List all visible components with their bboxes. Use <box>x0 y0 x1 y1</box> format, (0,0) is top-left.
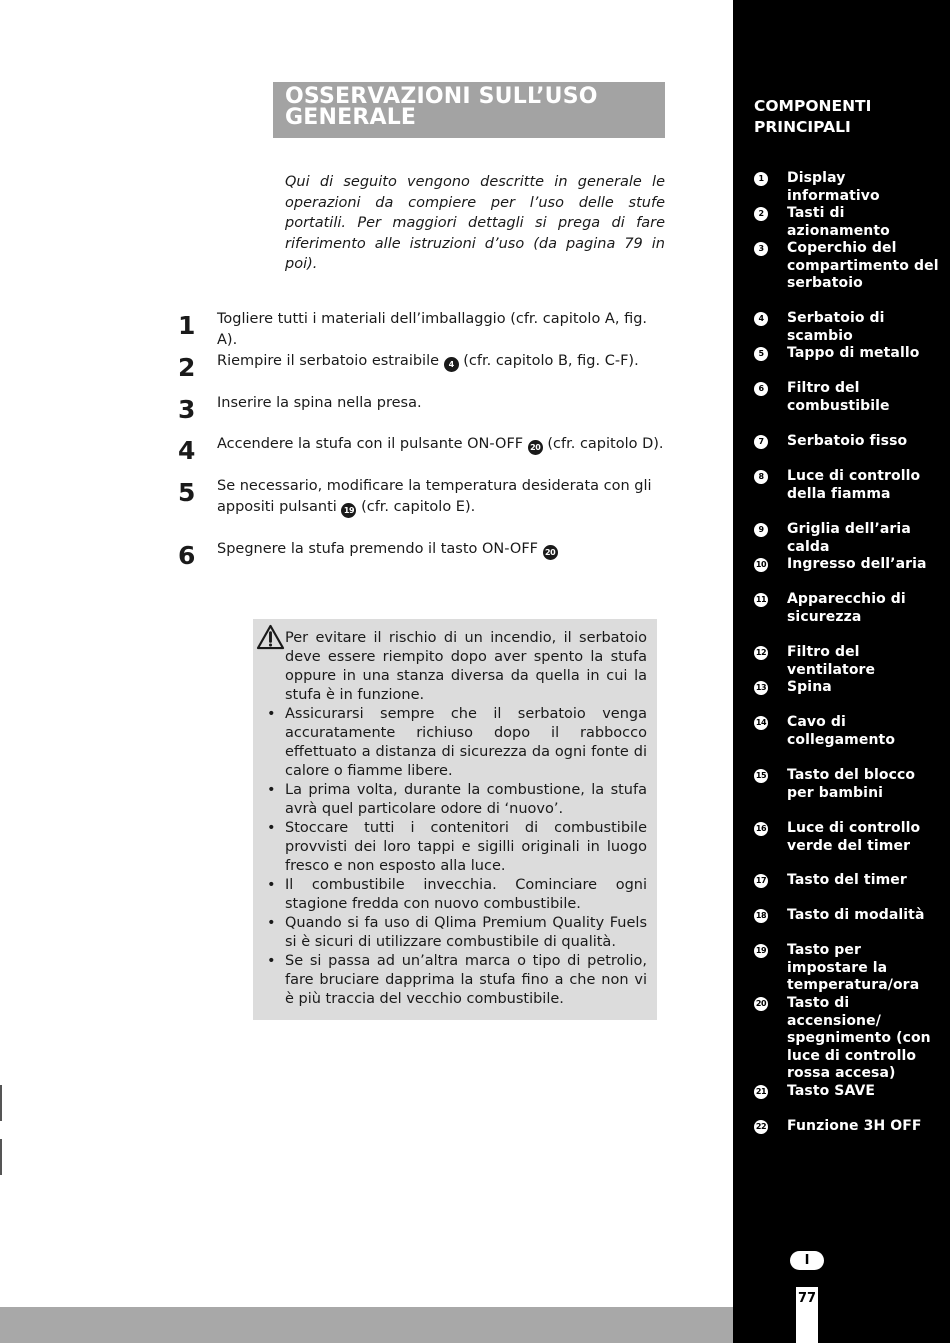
component-number-badge: 16 <box>754 822 768 836</box>
component-number-badge: 4 <box>754 312 768 326</box>
component-item <box>754 907 944 925</box>
component-number-badge: 9 <box>754 523 768 537</box>
sidebar-title <box>754 96 944 138</box>
warning-list <box>285 705 647 1009</box>
component-number-badge: 10 <box>754 558 768 572</box>
component-label: Tasti di azionamento <box>787 205 890 239</box>
component-number-badge: 13 <box>754 681 768 695</box>
component-item <box>754 345 944 363</box>
component-label: Griglia dell’aria calda <box>787 521 911 555</box>
component-label: Serbatoio di scambio <box>787 310 885 344</box>
step-number: 6 <box>178 541 196 570</box>
component-item <box>754 1083 944 1101</box>
component-label: Coperchio del compartimento del serbatoio <box>787 240 939 291</box>
intro-paragraph <box>285 172 665 275</box>
step-text-content: Se necessario, modificare la temperatura desiderata con gli appositi pulsanti <box>217 478 652 515</box>
component-number-badge: 21 <box>754 1085 768 1099</box>
component-number-badge: 7 <box>754 435 768 449</box>
component-item <box>754 433 944 451</box>
step-text-suffix: (cfr. capitolo B, fig. C-F). <box>463 353 639 369</box>
page-number: 77 <box>796 1287 818 1343</box>
component-item <box>754 872 944 890</box>
component-number-badge: 20 <box>754 997 768 1011</box>
sidebar-title-line1: COMPONENTI <box>754 97 872 115</box>
step-text-content: Inserire la spina nella presa. <box>217 395 422 411</box>
section-title-line1: OSSERVAZIONI SULL’USO <box>285 84 598 109</box>
component-item <box>754 679 944 697</box>
component-number-badge: 11 <box>754 593 768 607</box>
step-number: 2 <box>178 353 196 382</box>
margin-mark <box>0 1139 2 1175</box>
warning-bullet: • Il combustibile invecchia. Cominciare ogni stagione fredda con nuovo combustibile. <box>285 876 647 914</box>
component-reference-badge: 4 <box>444 357 459 372</box>
component-label: Tasto SAVE <box>787 1083 876 1099</box>
component-number-badge: 18 <box>754 909 768 923</box>
step-text-content: Spegnere la stufa premendo il tasto ON-OFF <box>217 541 539 557</box>
component-label: Tasto di accensione/ spegnimento (con luce di controllo rossa accesa) <box>787 995 931 1081</box>
step-number: 3 <box>178 395 196 424</box>
section-title-line2: GENERALE <box>285 105 417 130</box>
footer-band <box>0 1307 733 1343</box>
component-item <box>754 820 944 855</box>
step-text <box>217 309 667 351</box>
component-number-badge: 22 <box>754 1120 768 1134</box>
warning-bullet: • Se si passa ad un’altra marca o tipo di petrolio, fare bruciare dapprima la stufa fino a che non vi è più traccia del vecchio combustibile. <box>285 952 647 1009</box>
component-item <box>754 468 944 503</box>
step-text-suffix: (cfr. capitolo E). <box>361 499 476 515</box>
step-text-suffix: (cfr. capitolo D). <box>547 436 664 452</box>
component-number-badge: 2 <box>754 207 768 221</box>
safety-note-text <box>285 629 647 1009</box>
component-item <box>754 1118 944 1136</box>
step-text <box>217 393 667 414</box>
warning-triangle-icon <box>256 624 285 650</box>
warning-bullet: • Assicurarsi sempre che il serbatoio venga accuratamente richiuso dopo il rabbocco effettuato a distanza di sicurezza da ogni fonte di calore o fiamme libere. <box>285 705 647 781</box>
sidebar-title-line2: PRINCIPALI <box>754 118 851 136</box>
component-label: Tasto di modalità <box>787 907 925 923</box>
component-label: Serbatoio fisso <box>787 433 908 449</box>
step-text-content: Togliere tutti i materiali dell’imballaggio (cfr. capitolo A, fig. A). <box>217 311 648 348</box>
component-number-badge: 1 <box>754 172 768 186</box>
component-item <box>754 591 944 626</box>
component-label: Luce di controllo della fiamma <box>787 468 921 502</box>
component-item <box>754 556 944 574</box>
component-item <box>754 205 944 240</box>
step-text <box>217 539 667 560</box>
component-reference-badge: 19 <box>341 503 356 518</box>
safety-note-box <box>253 619 657 1020</box>
component-number-badge: 19 <box>754 944 768 958</box>
warning-bullet: • Stoccare tutti i contenitori di combustibile provvisti dei loro tappi e sigilli originali in luogo fresco e non esposto alla luce. <box>285 819 647 876</box>
step-text <box>217 434 667 455</box>
warning-lead: Per evitare il rischio di un incendio, il serbatoio deve essere riempito dopo aver spento la stufa oppure in una stanza diversa da quella in cui la stufa è in funzione. <box>285 630 647 703</box>
margin-mark <box>0 1085 2 1121</box>
warning-bullet: • Quando si fa uso di Qlima Premium Quality Fuels si è sicuri di utilizzare combustibile di qualità. <box>285 914 647 952</box>
component-item <box>754 714 944 749</box>
component-item <box>754 521 944 556</box>
step-text-content: Riempire il serbatoio estraibile <box>217 353 440 369</box>
component-label: Tasto per impostare la temperatura/ora <box>787 942 920 993</box>
component-item <box>754 380 944 415</box>
component-number-badge: 12 <box>754 646 768 660</box>
components-sidebar <box>733 0 950 1343</box>
component-reference-badge: 20 <box>528 440 543 455</box>
component-label: Funzione 3H OFF <box>787 1118 922 1134</box>
component-item <box>754 995 944 1083</box>
component-number-badge: 14 <box>754 716 768 730</box>
component-label: Tasto del timer <box>787 872 907 888</box>
component-label: Cavo di collegamento <box>787 714 896 748</box>
component-number-badge: 15 <box>754 769 768 783</box>
step-text <box>217 476 667 518</box>
component-number-badge: 17 <box>754 874 768 888</box>
step-text-content: Accendere la stufa con il pulsante ON-OFF <box>217 436 524 452</box>
component-item <box>754 644 944 679</box>
component-label: Ingresso dell’aria <box>787 556 927 572</box>
step-number: 5 <box>178 478 196 507</box>
warning-bullet: • La prima volta, durante la combustione, la stufa avrà quel particolare odore di ‘nuovo’. <box>285 781 647 819</box>
component-label: Filtro del combustibile <box>787 380 890 414</box>
step-text <box>217 351 667 372</box>
component-label: Tappo di metallo <box>787 345 920 361</box>
component-label: Filtro del ventilatore <box>787 644 876 678</box>
component-item <box>754 240 944 293</box>
component-number-badge: 5 <box>754 347 768 361</box>
component-item <box>754 942 944 995</box>
component-number-badge: 3 <box>754 242 768 256</box>
intro-text: Qui di seguito vengono descritte in generale le operazioni da compiere per l’uso delle stufe portatili. Per maggiori dettagli si prega di fare riferimento alle istruzioni d’uso (da pagina 79 in poi). <box>285 174 665 272</box>
component-label: Apparecchio di sicurezza <box>787 591 906 625</box>
language-tab: I <box>790 1251 824 1270</box>
component-item <box>754 310 944 345</box>
step-number: 4 <box>178 436 196 465</box>
component-number-badge: 6 <box>754 382 768 396</box>
component-label: Display informativo <box>787 170 880 204</box>
component-label: Tasto del blocco per bambini <box>787 767 916 801</box>
section-title <box>273 82 665 138</box>
component-label: Spina <box>787 679 832 695</box>
component-label: Luce di controllo verde del timer <box>787 820 921 854</box>
component-item <box>754 767 944 802</box>
component-item <box>754 170 944 205</box>
component-number-badge: 8 <box>754 470 768 484</box>
step-number: 1 <box>178 311 196 340</box>
component-reference-badge: 20 <box>543 545 558 560</box>
